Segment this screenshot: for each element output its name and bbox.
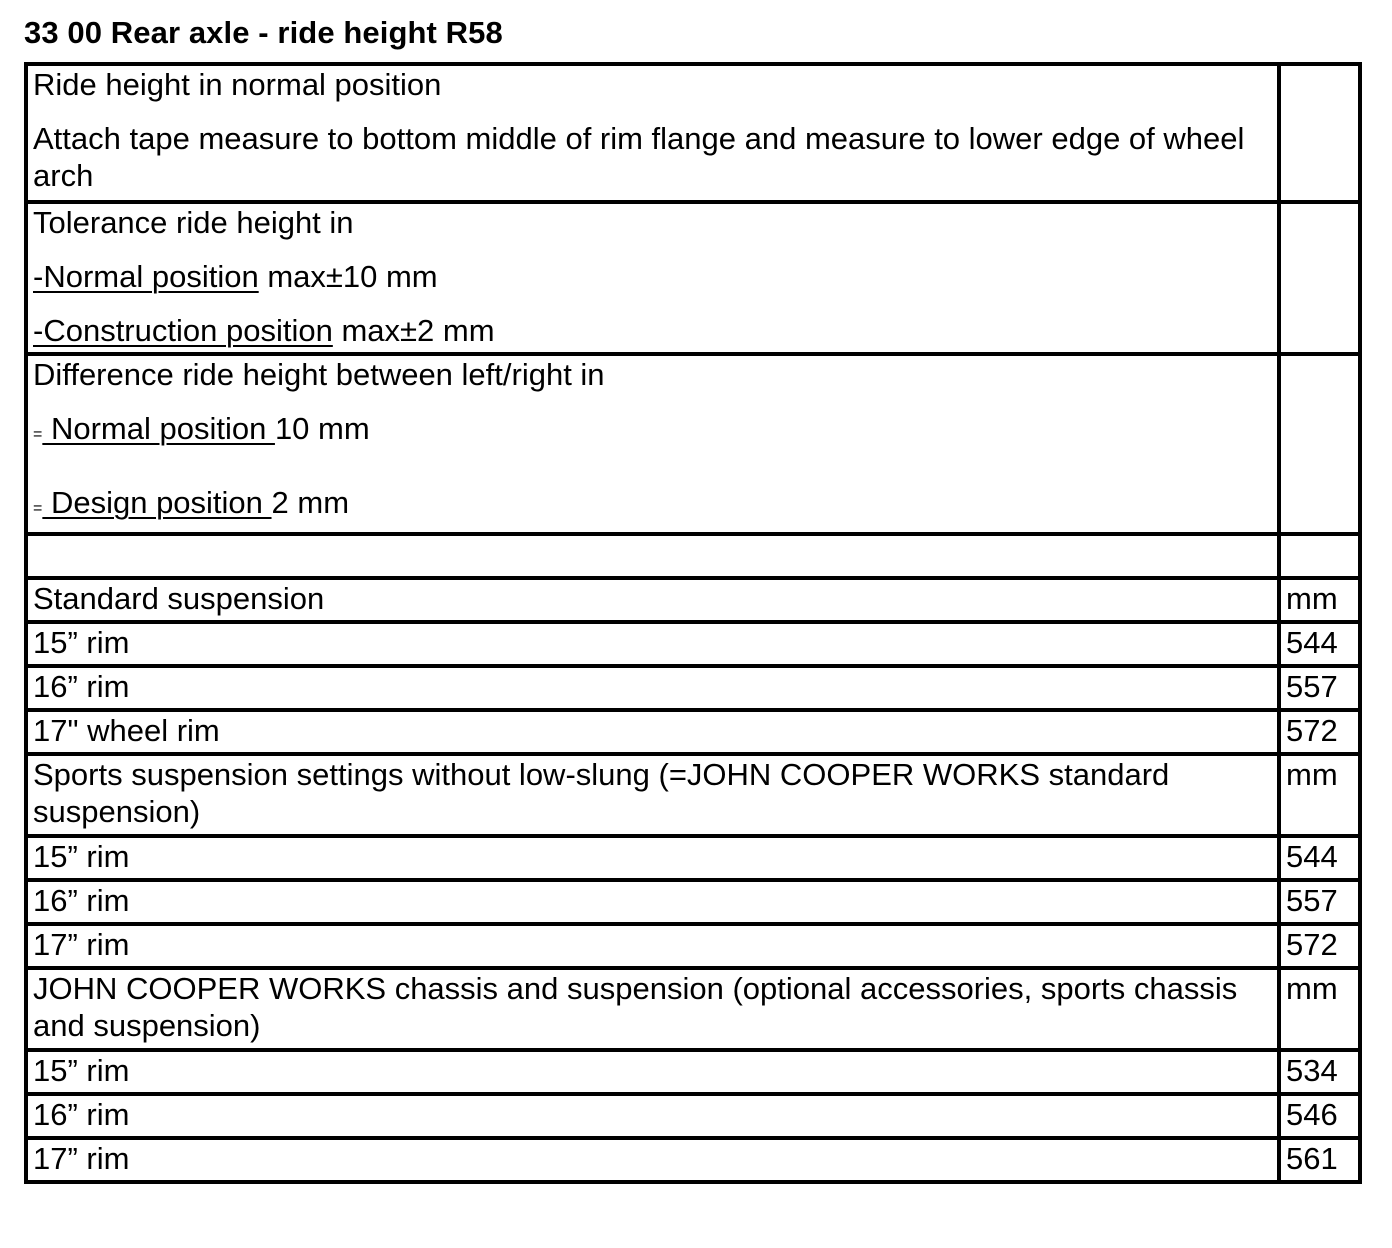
difference-normal-prefix: = xyxy=(33,426,43,443)
row-label: 15” rim xyxy=(26,622,1279,666)
unit-label: mm xyxy=(1279,968,1360,1050)
row-label: 16” rim xyxy=(26,1094,1279,1138)
tolerance-cell xyxy=(26,202,1279,354)
difference-heading: Difference ride height between left/right in xyxy=(33,357,605,392)
table-row xyxy=(26,1050,1360,1094)
difference-value-cell xyxy=(1279,354,1360,534)
table-row xyxy=(26,534,1360,578)
intro-instruction: Attach tape measure to bottom middle of rim flange and measure to lower edge of wheel arch xyxy=(33,121,1245,193)
tolerance-construction-label: -Construction position xyxy=(33,313,333,348)
table-row xyxy=(26,754,1360,836)
table-row xyxy=(26,836,1360,880)
tolerance-value-cell xyxy=(1279,202,1360,354)
row-value: 572 xyxy=(1279,710,1360,754)
intro-heading: Ride height in normal position xyxy=(33,67,442,102)
table-row xyxy=(26,880,1360,924)
difference-cell xyxy=(26,354,1279,534)
row-value xyxy=(1279,534,1360,578)
unit-label: mm xyxy=(1279,754,1360,836)
table-row xyxy=(26,1138,1360,1182)
page-title: 33 00 Rear axle - ride height R58 xyxy=(24,15,503,50)
tolerance-normal-value: max±10 mm xyxy=(258,259,438,294)
table-row xyxy=(26,710,1360,754)
row-value: 544 xyxy=(1279,836,1360,880)
ride-height-table xyxy=(24,62,1362,1184)
table-row-intro xyxy=(26,64,1360,202)
row-label: 16” rim xyxy=(26,880,1279,924)
table-row-difference xyxy=(26,354,1360,534)
row-value: 544 xyxy=(1279,622,1360,666)
difference-design-value: 2 mm xyxy=(271,485,350,520)
tolerance-normal-label: -Normal position xyxy=(33,259,259,294)
table-row xyxy=(26,1094,1360,1138)
row-label: 16” rim xyxy=(26,666,1279,710)
row-value: 534 xyxy=(1279,1050,1360,1094)
table-row xyxy=(26,578,1360,622)
section-label-sports: Sports suspension settings without low-slung (=JOHN COOPER WORKS standard suspension) xyxy=(26,754,1279,836)
intro-value-cell xyxy=(1279,64,1360,202)
row-value: 572 xyxy=(1279,924,1360,968)
row-label: 17” rim xyxy=(26,1138,1279,1182)
table-row xyxy=(26,666,1360,710)
difference-design-label: Design position xyxy=(42,485,272,520)
table-row-tolerance xyxy=(26,202,1360,354)
row-label: 17” rim xyxy=(26,924,1279,968)
table-row xyxy=(26,622,1360,666)
row-label xyxy=(26,534,1279,578)
row-value: 557 xyxy=(1279,880,1360,924)
row-value: 546 xyxy=(1279,1094,1360,1138)
intro-cell xyxy=(26,64,1279,202)
tolerance-construction-value: max±2 mm xyxy=(332,313,495,348)
table-row xyxy=(26,924,1360,968)
row-value: 561 xyxy=(1279,1138,1360,1182)
section-label-jcw: JOHN COOPER WORKS chassis and suspension (optional accessories, sports chassis and suspension) xyxy=(26,968,1279,1050)
tolerance-heading: Tolerance ride height in xyxy=(33,205,354,240)
row-label: 15” rim xyxy=(26,1050,1279,1094)
row-label: 17" wheel rim xyxy=(26,710,1279,754)
section-label-standard: Standard suspension xyxy=(26,578,1279,622)
difference-normal-label: Normal position xyxy=(42,411,275,446)
row-label: 15” rim xyxy=(26,836,1279,880)
row-value: 557 xyxy=(1279,666,1360,710)
difference-design-prefix: = xyxy=(33,500,43,517)
difference-normal-value: 10 mm xyxy=(274,411,370,446)
table-row xyxy=(26,968,1360,1050)
unit-label: mm xyxy=(1279,578,1360,622)
